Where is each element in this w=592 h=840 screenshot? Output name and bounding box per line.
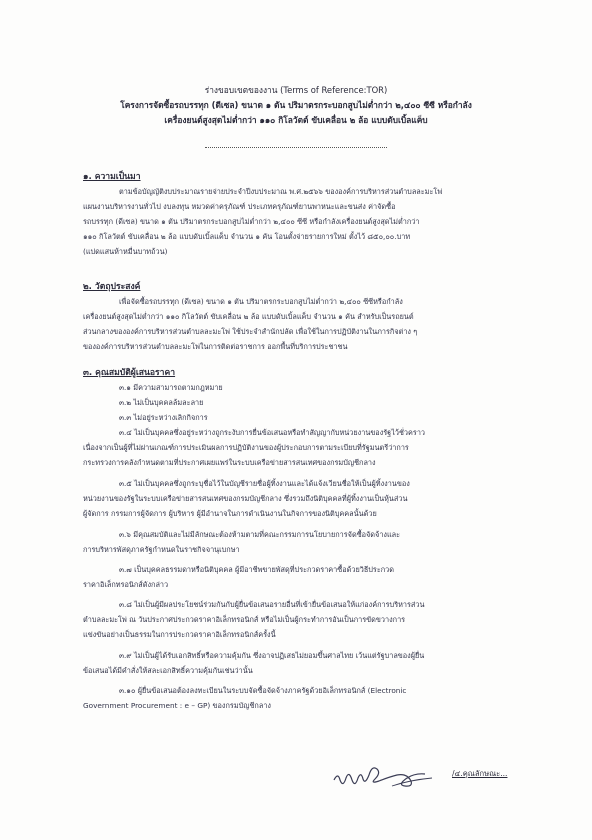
section-2-line: ขององค์การบริหารส่วนตำบลละมะโพ่ในการติดต่อราชการ ออกพื้นที่บริการประชาชน: [83, 342, 348, 351]
section-3-line: ตำบลละมะโพ่ ณ วันประกาศประกวดราคาอิเล็กทรอนิกส์ หรือไม่เป็นผู้กระทำการอันเป็นการขัดขวางการ: [83, 615, 406, 624]
section-3-line: ๓.๘ ไม่เป็นผู้มีผลประโยชน์ร่วมกันกับผู้ยื่นข้อเสนอรายอื่นที่เข้ายื่นข้อเสนอให้แก่องค์การบริหารส่วน: [119, 600, 425, 609]
section-3-line: ๓.๑ มีความสามารถตามกฎหมาย: [119, 383, 223, 392]
section-3-line: ๓.๙ ไม่เป็นผู้ได้รับเอกสิทธิ์หรือความคุ้มกัน ซึ่งอาจปฏิเสธไม่ยอมขึ้นศาลไทย เว้นแต่รัฐบาลของผู้ยื่น: [119, 651, 425, 660]
section-3-line: ๓.๕ ไม่เป็นบุคคลซึ่งถูกระบุชื่อไว้ในบัญชีรายชื่อผู้ทิ้งงานและได้แจ้งเวียนชื่อให้เป็นผู้ทิ้งงานของ: [119, 479, 410, 488]
section-2-line: เครื่องยนต์สูงสุดไม่ต่ำกว่า ๑๑๐ กิโลวัตต์ ขับเคลื่อน ๒ ล้อ แบบดับเบิ้ลแค็บ จำนวน ๑ คัน สำหรับเป็นรถยนต์: [83, 312, 414, 321]
doc-subtitle-1: โครงการจัดซื้อรถบรรทุก (ดีเซล) ขนาด ๑ ตัน ปริมาตรกระบอกสูบไม่ต่ำกว่า ๒,๔๐๐ ซีซี หรือกำลัง: [120, 100, 472, 110]
section-3-line: ๓.๒ ไม่เป็นบุคคลล้มละลาย: [119, 398, 204, 407]
section-3-line: ๓.๗ เป็นบุคคลธรรมดาหรือนิติบุคคล ผู้มีอาชีพขายพัสดุที่ประกวดราคาซื้อด้วยวิธีประกวด: [119, 565, 394, 574]
section-2-line: ส่วนกลางขององค์การบริหารส่วนตำบลละมะโพ่ ใช้ประจำสำนักปลัด เพื่อใช้ในการปฏิบัติงานในภารกิจต่าง ๆ: [83, 327, 418, 336]
section-3-line: ข้อเสนอได้มีคำสั่งให้สละเอกสิทธิ์ความคุ้มกันเช่นว่านั้น: [83, 666, 253, 675]
dotted-divider: [205, 147, 387, 148]
section-3-line: ผู้จัดการ กรรมการผู้จัดการ ผู้บริหาร ผู้มีอำนาจในการดำเนินงานในกิจการของนิติบุคคลนั้นด้วย: [83, 509, 377, 518]
section-1-line: ตามข้อบัญญัติงบประมาณรายจ่ายประจำปีงบประมาณ พ.ศ.๒๕๖๖ ขององค์การบริหารส่วนตำบลละมะโพ่: [119, 187, 443, 196]
section-3-line: ราคาอิเล็กทรอนิกส์ดังกล่าว: [83, 580, 169, 589]
section-3-line: ๓.๑๐ ผู้ยื่นข้อเสนอต้องลงทะเบียนในระบบจัดซื้อจัดจ้างภาครัฐด้วยอิเล็กทรอนิกส์ (Electronic: [119, 686, 407, 695]
section-2-line: เพื่อจัดซื้อรถบรรทุก (ดีเซล) ขนาด ๑ ตัน ปริมาตรกระบอกสูบไม่ต่ำกว่า ๒,๔๐๐ ซีซีหรือกำลัง: [119, 297, 403, 306]
section-3-line: ๓.๖ มีคุณสมบัติและไม่มีลักษณะต้องห้ามตามที่คณะกรรมการนโยบายการจัดซื้อจัดจ้างและ: [119, 530, 401, 539]
section-1-line: รถบรรทุก (ดีเซล) ขนาด ๑ ตัน ปริมาตรกระบอกสูบไม่ต่ำกว่า ๒,๔๐๐ ซีซี หรือกำลังเครื่องยนต์สูงสุดไม่ต่ำกว่า: [83, 217, 420, 226]
doc-subtitle-2: เครื่องยนต์สูงสุดไม่ต่ำกว่า ๑๑๐ กิโลวัตต์ ขับเคลื่อน ๒ ล้อ แบบดับเบิ้ลแค็บ: [164, 115, 428, 125]
section-1-heading: ๑. ความเป็นมา: [83, 172, 141, 182]
section-3-line: แข่งขันอย่างเป็นธรรมในการประกวดราคาอิเล็กทรอนิกส์ครั้งนี้: [83, 630, 276, 639]
section-3-line: กระทรวงการคลังกำหนดตามที่ประกาศเผยแพร่ในระบบเครือข่ายสารสนเทศของกรมบัญชีกลาง: [83, 458, 376, 467]
section-3-line: หน่วยงานของรัฐในระบบเครือข่ายสารสนเทศของกรมบัญชีกลาง ซึ่งรวมถึงนิติบุคคลที่ผู้ทิ้งงานเป็นหุ้นส่วน: [83, 494, 408, 503]
section-1-line: (แปดแสนห้าหมื่นบาทถ้วน): [83, 247, 168, 256]
section-3-line: ๓.๓ ไม่อยู่ระหว่างเลิกกิจการ: [119, 413, 208, 422]
section-3-line: ๓.๔ ไม่เป็นบุคคลซึ่งอยู่ระหว่างถูกระงับการยื่นข้อเสนอหรือทำสัญญากับหน่วยงานของรัฐไว้ชั่วคราว: [119, 428, 426, 437]
section-1-line: แผนงานบริหารงานทั่วไป งบลงทุน หมวดค่าครุภัณฑ์ ประเภทครุภัณฑ์ยานพาหนะและขนส่ง ค่าจัดซื้อ: [83, 202, 396, 211]
section-1-line: ๑๑๐ กิโลวัตต์ ขับเคลื่อน ๒ ล้อ แบบดับเบิ้ลแค็บ จำนวน ๑ คัน โอนตั้งจ่ายรายการใหม่ ตั้งไว้ ๘๕๐,๐๐.บาท: [83, 232, 411, 241]
section-3-heading: ๓. คุณสมบัติผู้เสนอราคา: [83, 368, 176, 378]
doc-title: ร่างขอบเขตของงาน (Terms of Reference:TOR): [204, 85, 388, 95]
signature-scribble: [332, 758, 462, 794]
next-page-marker: /๔.คุณลักษณะ...: [452, 769, 508, 778]
section-2-heading: ๒. วัตถุประสงค์: [83, 282, 141, 292]
section-3-line: เนื่องจากเป็นผู้ที่ไม่ผ่านเกณฑ์การประเมินผลการปฏิบัติงานของผู้ประกอบการตามระเบียบที่รัฐมนตรีว่าการ: [83, 443, 409, 452]
section-3-line: การบริหารพัสดุภาครัฐกำหนดในราชกิจจานุเบกษา: [83, 545, 240, 554]
section-3-line: Government Procurement : e – GP) ของกรมบัญชีกลาง: [83, 701, 271, 710]
